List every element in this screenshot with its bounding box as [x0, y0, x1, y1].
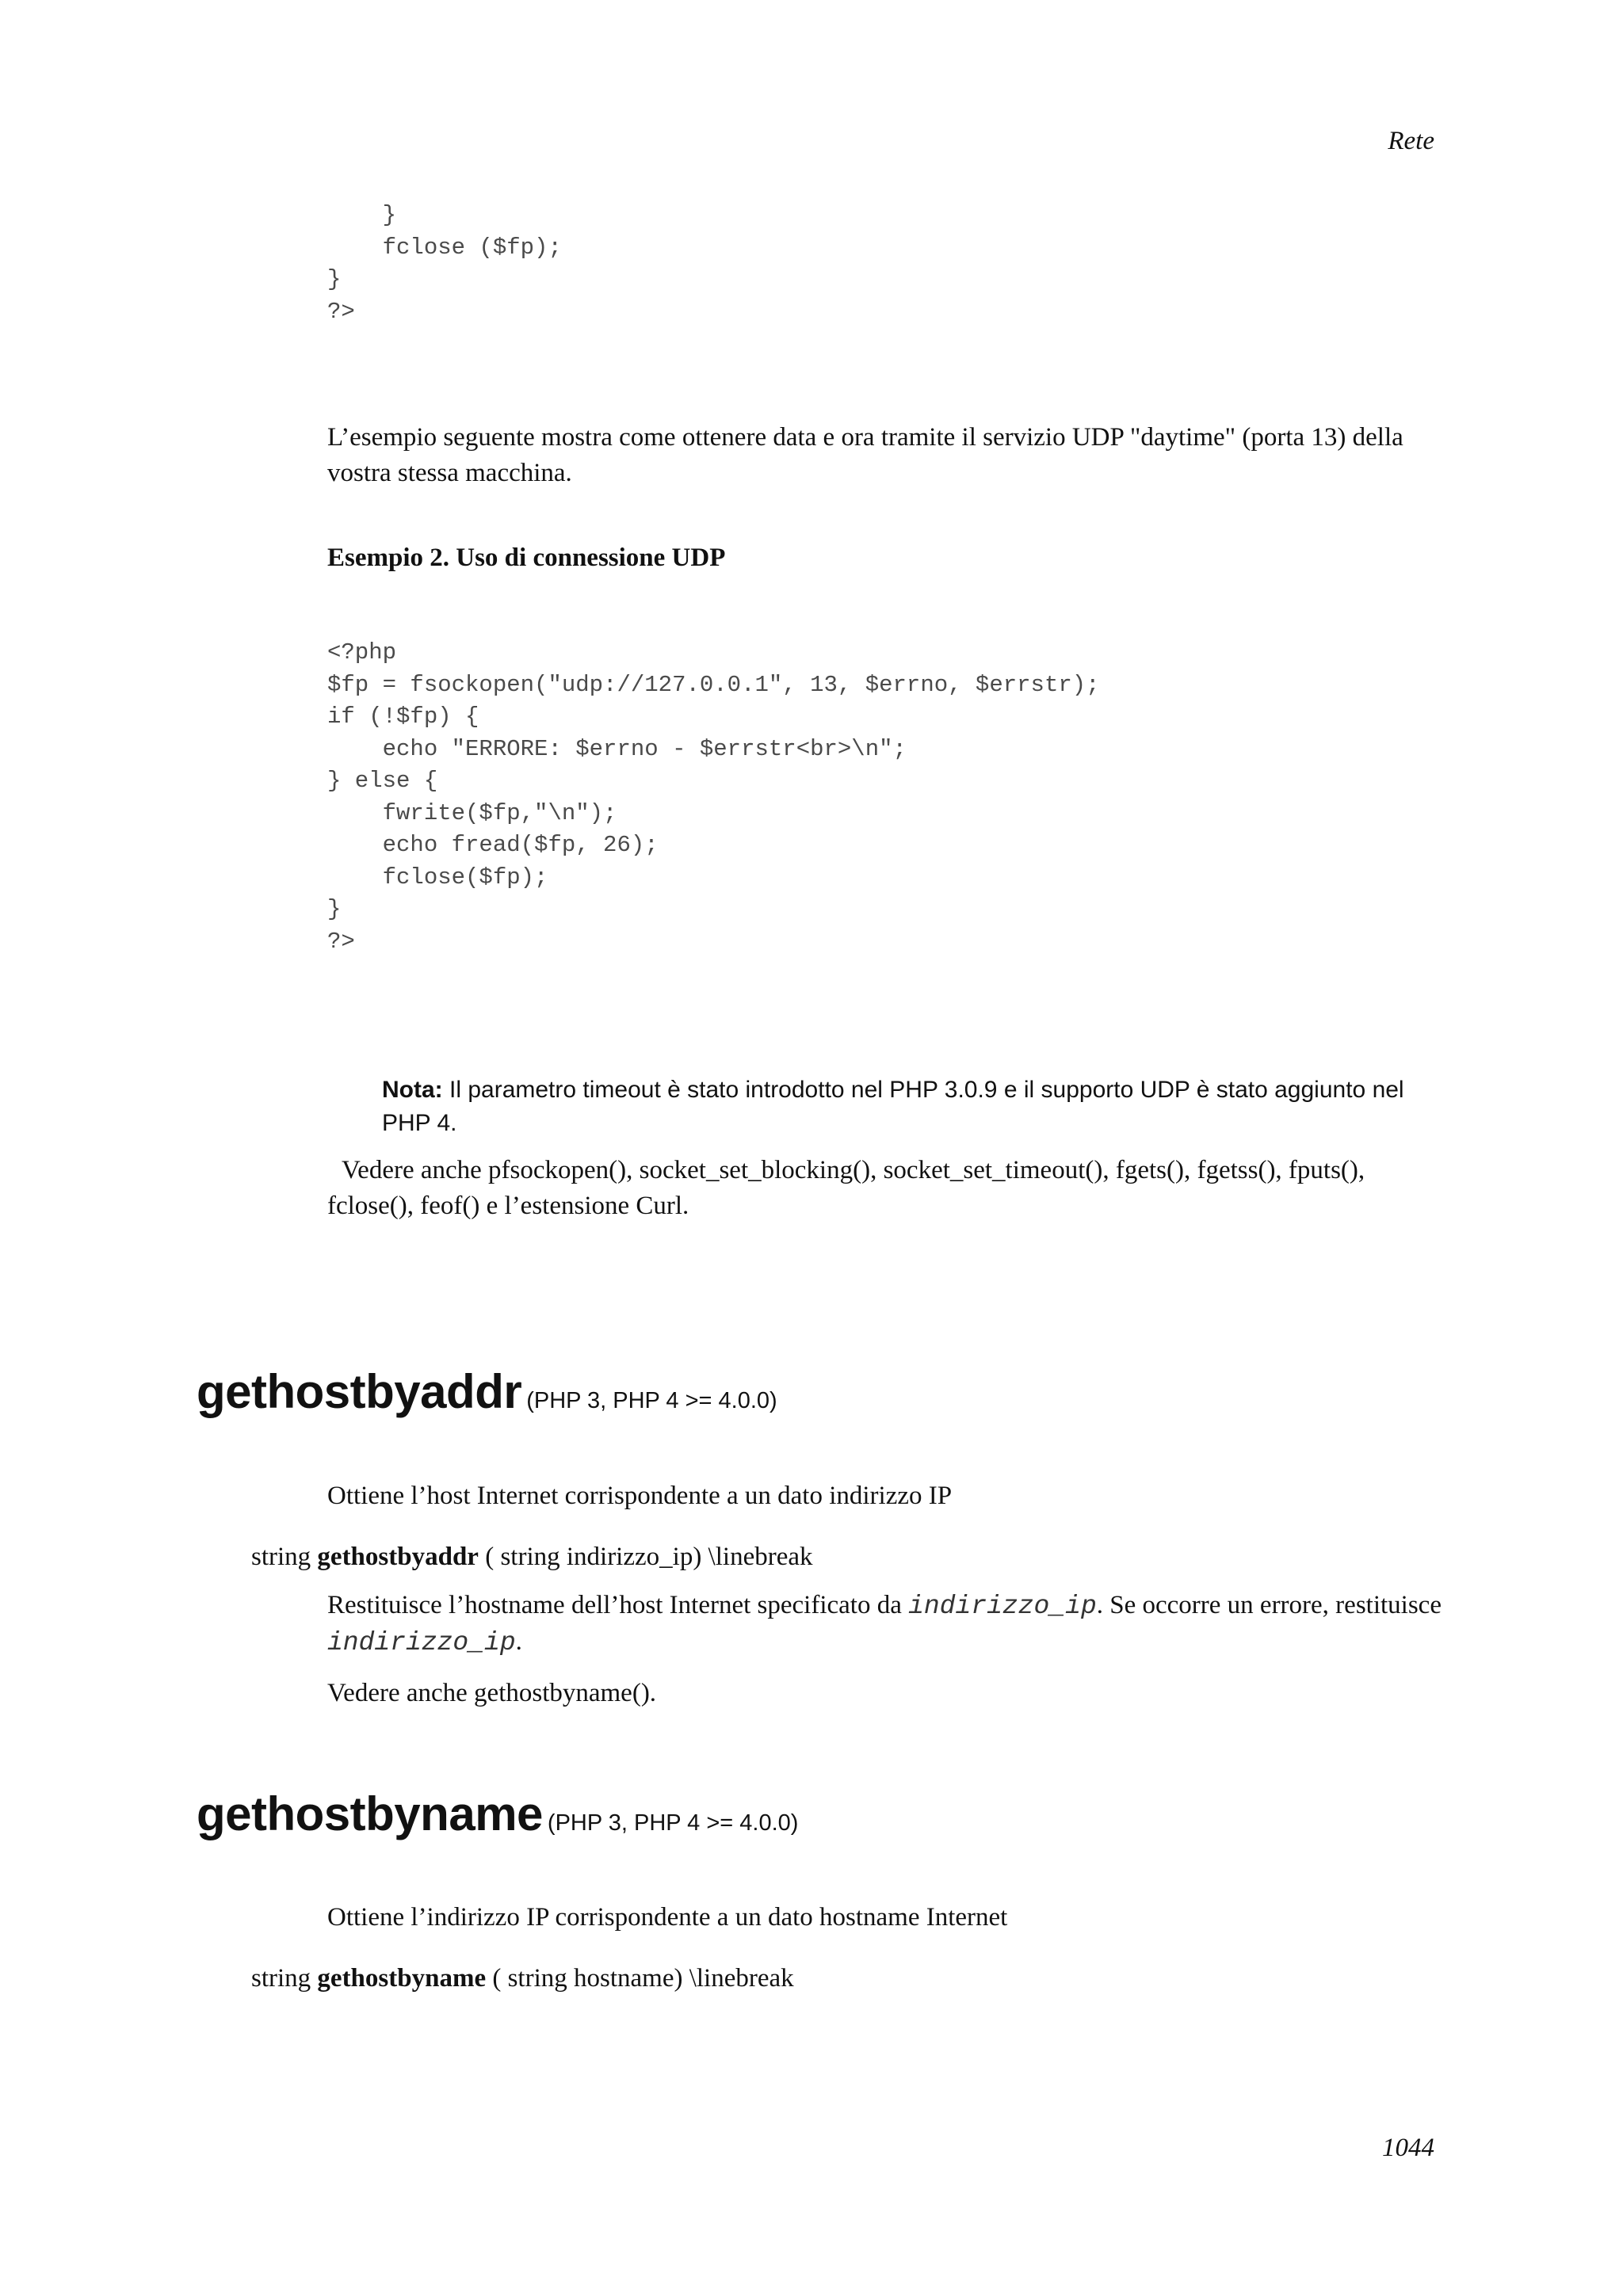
function-description: [327, 1588, 1453, 1661]
return-type: string: [251, 1964, 311, 1993]
synopsis-args: ( string hostname) \linebreak: [492, 1964, 794, 1993]
see-also-paragraph: Vedere anche pfsockopen(), socket_set_blocking(), socket_set_timeout(), fgets(), fgetss(), fputs(), fclose(), feof() e l’estensione Curl.: [327, 1156, 1365, 1220]
function-name: gethostbyaddr: [197, 1365, 522, 1418]
synopsis-args: ( string indirizzo_ip) \linebreak: [485, 1543, 813, 1571]
function-purpose: Ottiene l’host Internet corrispondente a un dato indirizzo IP: [327, 1482, 953, 1510]
function-version: (PHP 3, PHP 4 >= 4.0.0): [526, 1388, 777, 1413]
code-block-udp-example: <?php $fp = fsockopen("udp://127.0.0.1", 13, $errno, $errstr); if (!$fp) { echo "ERRORE: $errno - $errstr<br>\n"; } else { fwrite($fp,"\n"); echo fread($fp, 26); fclose($fp); } ?>: [327, 639, 1100, 955]
parameter-name: indirizzo_ip: [908, 1592, 1097, 1621]
return-type: string: [251, 1543, 311, 1571]
note-box: [382, 1074, 1436, 1140]
function-heading-gethostbyname: [197, 1787, 798, 1841]
description-text: Restituisce l’hostname dell’host Internet specificato da: [327, 1591, 909, 1619]
function-heading-gethostbyaddr: [197, 1364, 777, 1419]
intro-paragraph: L’esempio seguente mostra come ottenere data e ora tramite il servizio UDP "daytime" (porta 13) della vostra stessa macchina.: [327, 423, 1403, 487]
synopsis-function-name: gethostbyname: [317, 1964, 487, 1993]
synopsis-function-name: gethostbyaddr: [317, 1543, 479, 1571]
description-text: . Se occorre un errore, restituisce: [1096, 1591, 1442, 1619]
example-title: Esempio 2. Uso di connessione UDP: [327, 543, 726, 572]
code-block-continuation: } fclose ($fp); } ?>: [327, 202, 562, 325]
parameter-name: indirizzo_ip: [327, 1628, 516, 1657]
function-name: gethostbyname: [197, 1787, 543, 1840]
note-label: Nota:: [382, 1077, 443, 1103]
running-header: Rete: [1388, 127, 1434, 155]
function-synopsis: [251, 1961, 794, 1997]
description-text: .: [515, 1627, 522, 1656]
note-text: Il parametro timeout è stato introdotto nel PHP 3.0.9 e il supporto UDP è stato aggiunto nel PHP 4.: [382, 1077, 1404, 1136]
function-version: (PHP 3, PHP 4 >= 4.0.0): [547, 1810, 799, 1836]
page-number: 1044: [1382, 2134, 1434, 2162]
function-synopsis: [251, 1539, 813, 1575]
function-purpose: Ottiene l’indirizzo IP corrispondente a un dato hostname Internet: [327, 1903, 1008, 1932]
function-see-also: Vedere anche gethostbyname().: [327, 1679, 657, 1707]
